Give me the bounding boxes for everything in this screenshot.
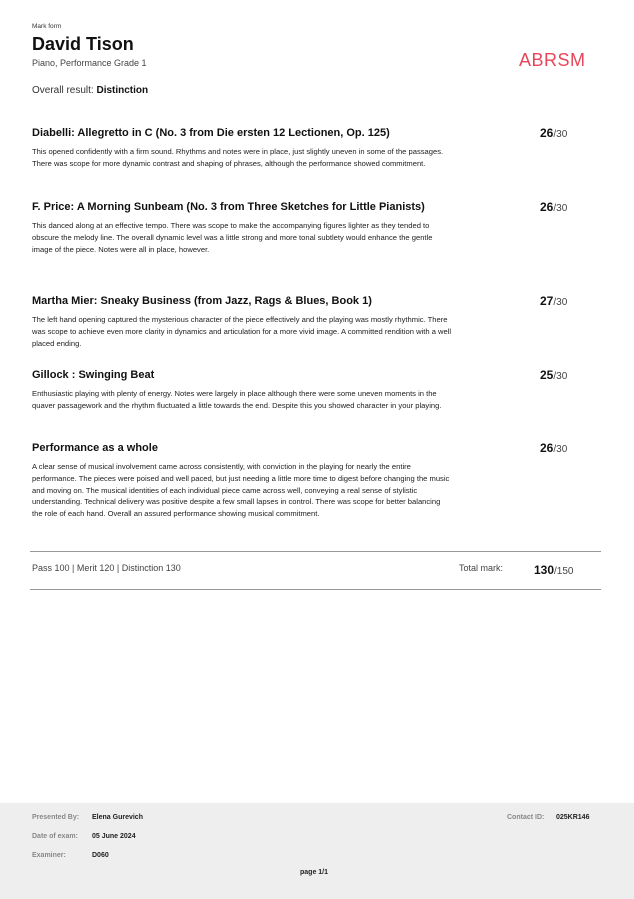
piece-score [540, 197, 567, 219]
piece-title: Diabelli: Allegretto in C (No. 3 from Die ersten 12 Lectionen, Op. 125) [32, 127, 390, 139]
examiner-value: D060 [92, 852, 109, 859]
piece-title: Gillock : Swinging Beat [32, 369, 155, 381]
abrsm-logo: ABRSM [519, 50, 586, 70]
score-max: /30 [553, 371, 568, 382]
score-max: /30 [553, 203, 568, 214]
presented-by-label: Presented By: [32, 814, 80, 821]
overall-result-value: Distinction [96, 85, 149, 96]
score-value: 25 [540, 368, 554, 382]
total-mark [534, 563, 574, 577]
piece-section-2 [32, 197, 592, 255]
contact-id-value: 025KR146 [556, 814, 590, 821]
total-mark-max: /150 [554, 566, 574, 577]
mark-form-label: Mark form [32, 23, 62, 30]
score-max: /30 [553, 444, 568, 455]
presented-by-value: Elena Gurevich [92, 814, 143, 821]
piece-comment: The left hand opening captured the mysterious character of the piece effectively and the playing was mostly rhythmic. There was scope to achieve even more clarity in dynamics and articulation for a more vivid image. A committed rendition with a well placed ending. [32, 315, 452, 348]
contact-id-label: Contact ID: [507, 814, 545, 821]
exam-subject: Piano, Performance Grade 1 [32, 58, 147, 68]
exam-date-label: Date of exam: [32, 833, 78, 840]
piece-section-overall [32, 438, 592, 520]
piece-score [540, 365, 567, 387]
page-number: page 1/1 [300, 869, 329, 876]
piece-section-4 [32, 365, 592, 412]
summary-bottom-divider [30, 589, 601, 590]
piece-score [540, 438, 567, 460]
overall-result [32, 85, 148, 96]
piece-title: F. Price: A Morning Sunbeam (No. 3 from Three Sketches for Little Pianists) [32, 201, 425, 213]
total-mark-value: 130 [534, 563, 555, 577]
score-value: 27 [540, 294, 554, 308]
piece-comment: This danced along at an effective tempo. There was scope to make the accompanying figures lighter as they tended to obscure the melody line. The overall dynamic level was a little strong and more tonal subtlety would enhance the gentle image of the piece. Notes were all in place, however. [32, 221, 433, 254]
piece-section-3 [32, 291, 592, 349]
score-value: 26 [540, 200, 554, 214]
grade-thresholds: Pass 100 | Merit 120 | Distinction 130 [32, 563, 181, 573]
student-name: David Tison [32, 34, 134, 54]
piece-title: Martha Mier: Sneaky Business (from Jazz, Rags & Blues, Book 1) [32, 295, 372, 307]
piece-comment: Enthusiastic playing with plenty of energy. Notes were largely in place although there were some uneven moments in the quaver passagework and the rhythm fluctuated a little towards the end. Despite this you showed character in your playing. [32, 389, 442, 410]
piece-comment: A clear sense of musical involvement came across consistently, with conviction in the playing for nearly the entire performance. The pieces were poised and well paced, but just needing a little more time to digest before changing the music and moving on. The musical identities of each individual piece came across well, conveying a real sense of stylistic understanding. Technical delivery was positive despite a few small lapses in control. There was scope for better balancing the role of each hand. Overall an assured performance showing musical commitment. [32, 462, 450, 519]
examiner-label: Examiner: [32, 852, 66, 859]
piece-score [540, 123, 567, 145]
total-mark-label: Total mark: [459, 563, 504, 573]
score-value: 26 [540, 441, 554, 455]
exam-date-value: 05 June 2024 [92, 833, 136, 840]
overall-result-label: Overall result: [32, 85, 94, 96]
score-value: 26 [540, 126, 554, 140]
piece-section-1 [32, 123, 592, 170]
piece-score [540, 291, 567, 313]
piece-title: Performance as a whole [32, 442, 158, 454]
score-max: /30 [553, 129, 568, 140]
piece-comment: This opened confidently with a firm sound. Rhythms and notes were in place, just slightly uneven in some of the passages. There was scope for more dynamic contrast and shaping of phrases, although the performance showed commitment. [32, 147, 444, 168]
summary-top-divider [30, 551, 601, 552]
score-max: /30 [553, 297, 568, 308]
